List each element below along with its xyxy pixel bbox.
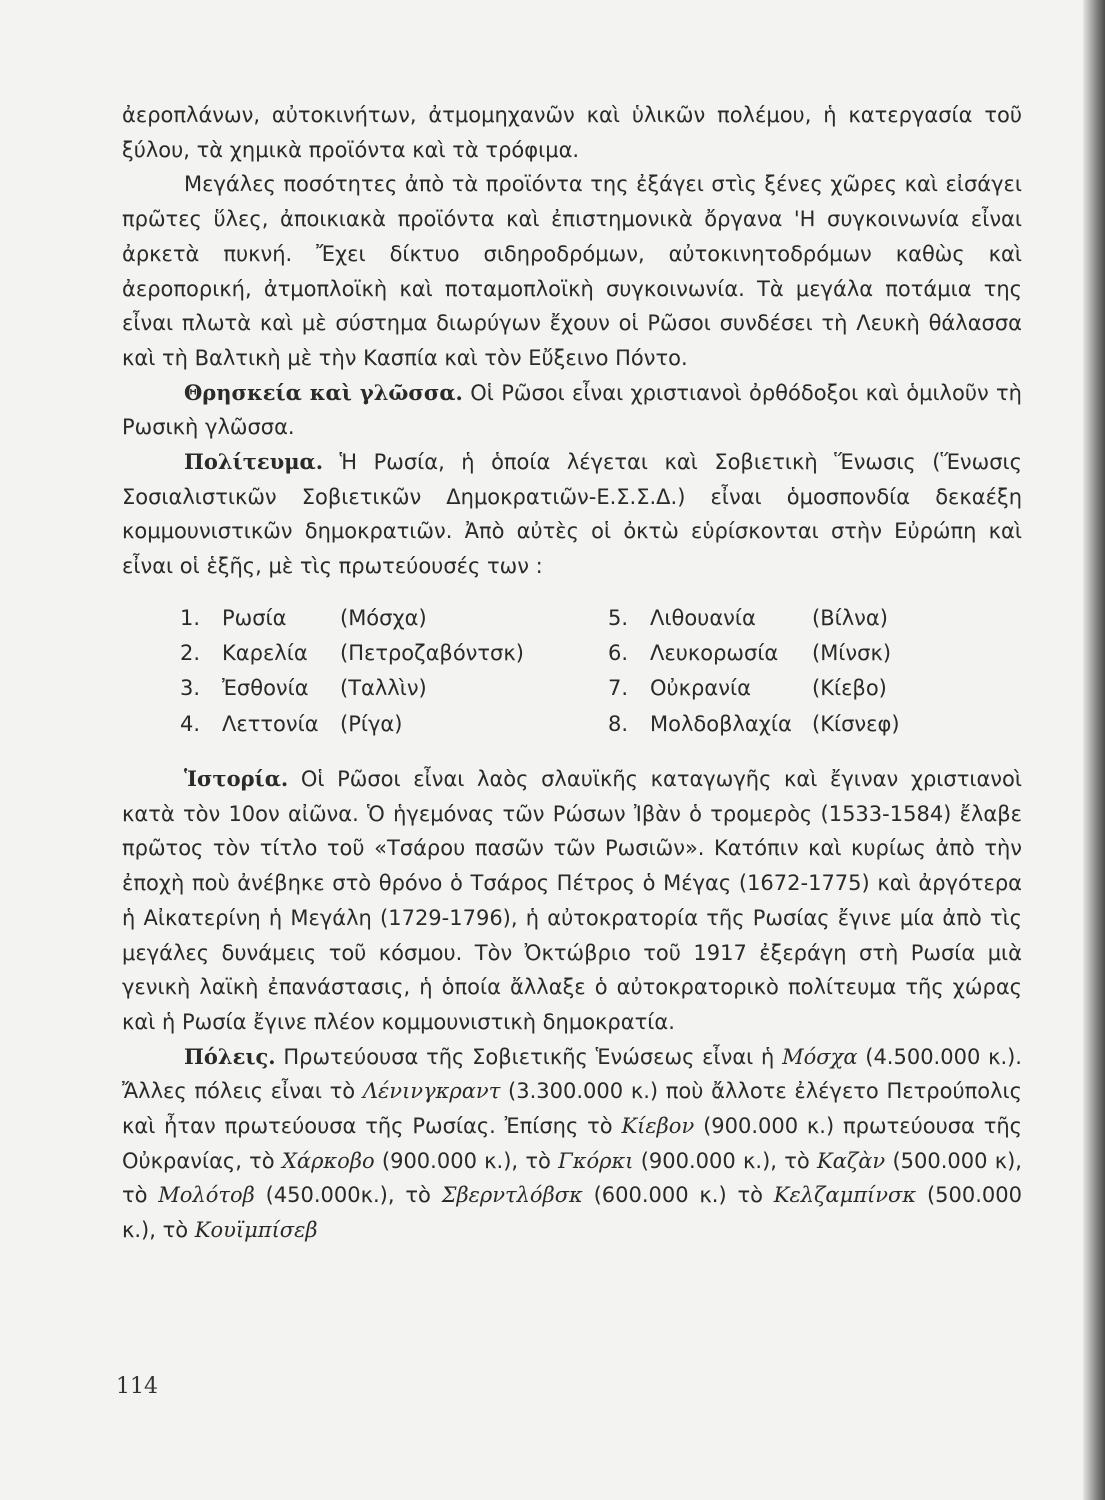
republic-item: 2. Καρελία (Πετροζαβόντσκ) [180, 641, 524, 666]
cities-heading: Πόλεις. [184, 1043, 276, 1069]
religion-heading: Θρησκεία καὶ γλῶσσα. [184, 379, 463, 405]
republic-item: 8. Μολδοβλαχία (Κίσνεφ) [608, 711, 900, 736]
city-name: Χάρκοβο [281, 1148, 375, 1173]
section-religion [122, 376, 1022, 445]
republic-item: 5. Λιθουανία (Βίλνα) [608, 605, 888, 630]
page-number: 114 [116, 1374, 158, 1399]
republics-column-left [180, 601, 608, 742]
city-name: Λένινγκραντ [362, 1079, 501, 1104]
polity-heading: Πολίτευμα. [184, 449, 324, 475]
republic-item: 3. Ἐσθονία (Ταλλὶν) [180, 676, 427, 701]
city-name: Κίεβον [621, 1114, 695, 1139]
city-name: Κουϊμπίσεβ [194, 1218, 318, 1243]
polity-text: Ἡ Ρωσία, ἡ ὁποία λέγεται καὶ Σοβιετικὴ Ἕνωσις (Ἕνωσις Σοσιαλιστικῶν Σοβιετικῶν Δημοκρατιῶν-Ε.Σ.Σ.Δ.) εἶναι ὁμοσπονδία δεκαέξη κομμουνιστικῶν δημοκρατιῶν. Ἀπὸ αὐτὲς οἱ ὀκτὼ εὑρίσκονται στὴν Εὐρώπη καὶ εἶναι οἱ ἑξῆς, μὲ τὶς πρωτεύουσές των : [122, 450, 1022, 579]
page-body [122, 98, 1022, 1248]
city-name: Κελζαμπίνσκ [773, 1183, 917, 1208]
republics-list [180, 601, 1022, 742]
city-name: Μόσχα [782, 1044, 858, 1069]
republic-item: 1. Ρωσία (Μόσχα) [180, 605, 427, 630]
republic-item: 6. Λευκορωσία (Μίνσκ) [608, 641, 892, 666]
section-history [122, 762, 1022, 1040]
city-name: Σβερντλόβσκ [441, 1183, 583, 1208]
history-text: Οἱ Ρῶσοι εἶναι λαὸς σλαυϊκῆς καταγωγῆς καὶ ἔγιναν χριστιανοὶ κατὰ τὸν 10ον αἰῶνα. Ὁ ἡγεμόνας τῶν Ρώσων Ἰβὰν ὁ τρομερὸς (1533-1584) ἔλαβε πρῶτος τὸν τίτλο τοῦ «Τσάρου πασῶν τῶν Ρωσιῶν». Κατόπιν καὶ κυρίως ἀπὸ τὴν ἐποχὴ ποὺ ἀνέβηκε στὸ θρόνο ὁ Τσάρος Πέτρος ὁ Μέγας (1672-1775) καὶ ἀργότερα ἡ Αἰκατερίνη ἡ Μεγάλη (1729-1796), ἡ αὐτοκρατορία τῆς Ρωσίας ἔγινε μία ἀπὸ τὶς μεγάλες δυνάμεις τοῦ κόσμου. Τὸν Ὀκτώβριο τοῦ 1917 ἐξεράγη στὴ Ρωσία μιὰ γενικὴ λαϊκὴ ἐπανάστασις, ἡ ὁποία ἄλλαξε ὁ αὐτοκρατορικὸ πολίτευμα τῆς χώρας καὶ ἡ Ρωσία ἔγινε πλέον κομμουνιστικὴ δημοκρατία. [122, 767, 1022, 1034]
city-name: Μολότοβ [158, 1183, 255, 1208]
history-heading: Ἱστορία. [184, 766, 289, 792]
republic-item: 7. Οὐκρανία (Κίεβο) [608, 676, 887, 701]
page-edge-shadow [1083, 0, 1105, 1500]
religion-text: Οἱ Ρῶσοι εἶναι χριστιανοὶ ὀρθόδοξοι καὶ ὁμιλοῦν τὴ Ρωσικὴ γλῶσσα. [122, 380, 1022, 440]
republics-column-right [608, 601, 968, 742]
paragraph-industry: ἀεροπλάνων, αὐτοκινήτων, ἀτμομηχανῶν καὶ ὑλικῶν πολέμου, ἡ κατεργασία τοῦ ξύλου, τὰ χημικὰ προϊόντα καὶ τὰ τρόφιμα. [122, 103, 1022, 162]
section-cities: Πόλεις. Πρωτεύουσα τῆς Σοβιετικῆς Ἑνώσεως εἶναι ἡ Μόσχα (4.500.000 κ.). Ἄλλες πόλεις εἶναι τὸ Λένινγκραντ (3.300.000 κ.) ποὺ ἄλλοτε ἐλέγετο Πετρούπολις καὶ ἦταν πρωτεύουσα τῆς Ρωσίας. Ἐπίσης τὸ Κίεβον (900.000 κ.) πρωτεύουσα τῆς Οὐκρανίας, τὸ Χάρκοβο (900.000 κ.), τὸ Γκόρκι (900.000 κ.), τὸ Καζὰν (500.000 κ), τὸ Μολότοβ (450.000κ.), τὸ Σβερντλόβσκ (600.000 κ.) τὸ Κελζαμπίνσκ (500.000 κ.), τὸ Κουϊμπίσεβ [122, 1043, 1022, 1243]
paragraph-trade: Μεγάλες ποσότητες ἀπὸ τὰ προϊόντα της ἐξάγει στὶς ξένες χῶρες καὶ εἰσάγει πρῶτες ὕλες, ἀποικιακὰ προϊόντα καὶ ἐπιστημονικὰ ὄργανα 'Η συγκοινωνία εἶναι ἀρκετὰ πυκνή. Ἔχει δίκτυο σιδηροδρόμων, αὐτοκινητοδρόμων καθὼς καὶ ἀεροπορική, ἀτμοπλοϊκὴ καὶ ποταμοπλοϊκὴ συγκοινωνία. Τὰ μεγάλα ποτάμια της εἶναι πλωτὰ καὶ μὲ σύστημα διωρύγων ἔχουν οἱ Ρῶσοι συνδέσει τὴ Λευκὴ θάλασσα καὶ τὴ Βαλτικὴ μὲ τὴν Κασπία καὶ τὸν Εὔξεινο Πόντο. [122, 172, 1022, 370]
section-polity [122, 445, 1022, 584]
city-name: Καζὰν [816, 1148, 886, 1173]
city-name: Γκόρκι [558, 1148, 634, 1173]
republic-item: 4. Λεττονία (Ρίγα) [180, 711, 403, 736]
